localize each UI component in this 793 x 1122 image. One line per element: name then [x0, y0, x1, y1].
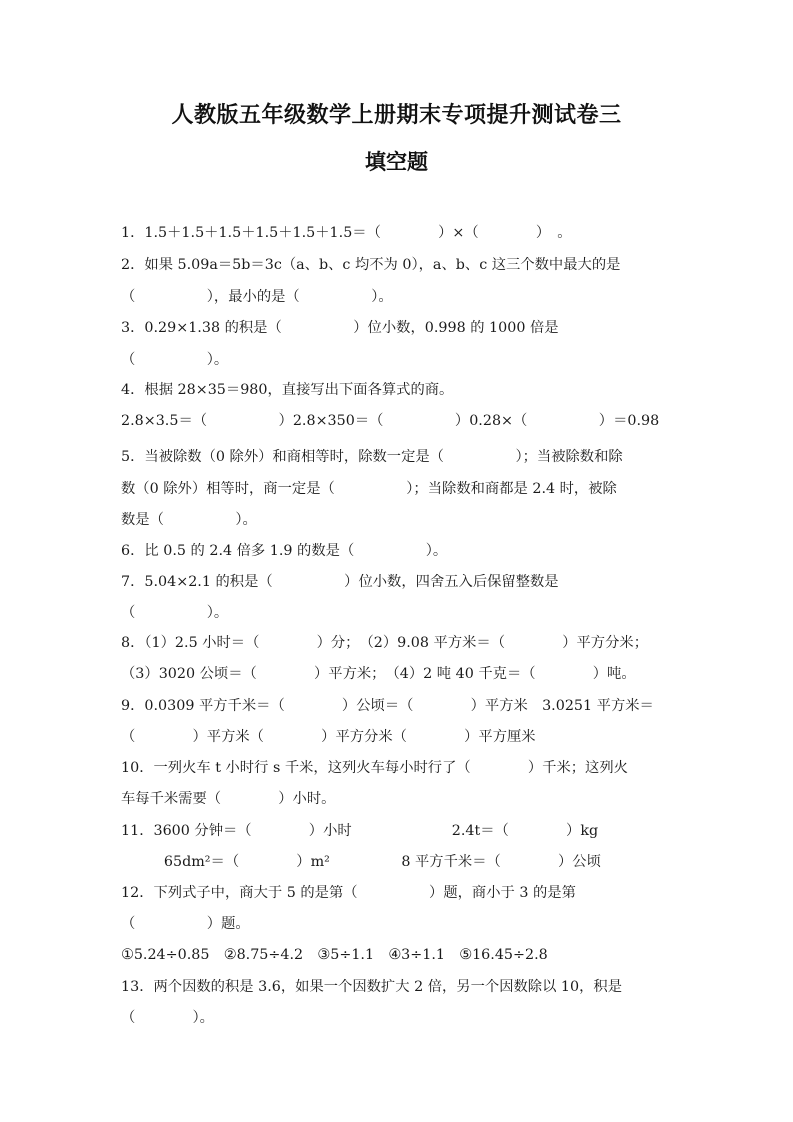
- question-line: （ ）。: [121, 1010, 214, 1026]
- question-line: （ ）题。: [121, 916, 250, 932]
- question-line: 3．0.29×1.38 的积是（ ）位小数，0.998 的 1000 倍是: [121, 320, 559, 336]
- question-line: 数（0 除外）相等时，商一定是（ ）；当除数和商都是 2.4 时，被除: [121, 481, 617, 497]
- question-line: 车每千米需要（ ）小时。: [121, 791, 336, 807]
- question-line: 11．3600 分钟＝（ ）小时 2.4t＝（ ）kg: [121, 823, 599, 839]
- question-line: 12．下列式子中，商大于 5 的是第（ ）题，商小于 3 的是第: [121, 885, 576, 901]
- question-line: 2．如果 5.09a＝5b＝3c（a、b、c 均不为 0），a、b、c 这三个数中最大的是: [121, 257, 621, 273]
- question-line: 2.8×3.5＝（ ）2.8×350＝（ ）0.28×（ ）＝0.98: [121, 413, 660, 429]
- question-line: ①5.24÷0.85 ②8.75÷4.2 ③5÷1.1 ④3÷1.1 ⑤16.45÷2.8: [121, 947, 548, 963]
- question-line: （ ）平方米（ ）平方分米（ ）平方厘米: [121, 729, 536, 745]
- question-line: （3）3020 公顷＝（ ）平方米； （4）2 吨 40 千克＝（ ）吨。: [121, 666, 636, 682]
- question-line: （ ）。: [121, 352, 229, 368]
- question-line: 10．一列火车 t 小时行 s 千米，这列火车每小时行了（ ）千米；这列火: [121, 760, 628, 776]
- question-line: 8．（1）2.5 小时＝（ ）分； （2）9.08 平方米＝（ ）平方分米；: [121, 635, 648, 651]
- question-line: 数是（ ）。: [121, 512, 257, 528]
- question-line: 4．根据 28×35＝980，直接写出下面各算式的商。: [121, 382, 454, 398]
- page-subtitle: 填空题: [365, 150, 428, 174]
- question-line: 65dm²＝（ ）m² 8 平方千米＝（ ）公顷: [121, 854, 601, 870]
- question-line: 13．两个因数的积是 3.6，如果一个因数扩大 2 倍，另一个因数除以 10，积是: [121, 979, 623, 995]
- question-line: （ ）。: [121, 605, 229, 621]
- question-line: 9．0.0309 平方千米＝（ ）公顷＝（ ）平方米 3.0251 平方米＝: [121, 698, 654, 714]
- question-line: 7．5.04×2.1 的积是（ ）位小数，四舍五入后保留整数是: [121, 574, 559, 590]
- question-line: （ ），最小的是（ ）。: [121, 289, 393, 305]
- question-line: 6．比 0.5 的 2.4 倍多 1.9 的数是（ ）。: [121, 543, 448, 559]
- question-line: 1．1.5＋1.5＋1.5＋1.5＋1.5＋1.5＝（ ）×（ ） 。: [121, 225, 572, 241]
- question-line: 5．当被除数（0 除外）和商相等时，除数一定是（ ）；当被除数和除: [121, 449, 623, 465]
- page-title: 人教版五年级数学上册期末专项提升测试卷三: [171, 103, 622, 128]
